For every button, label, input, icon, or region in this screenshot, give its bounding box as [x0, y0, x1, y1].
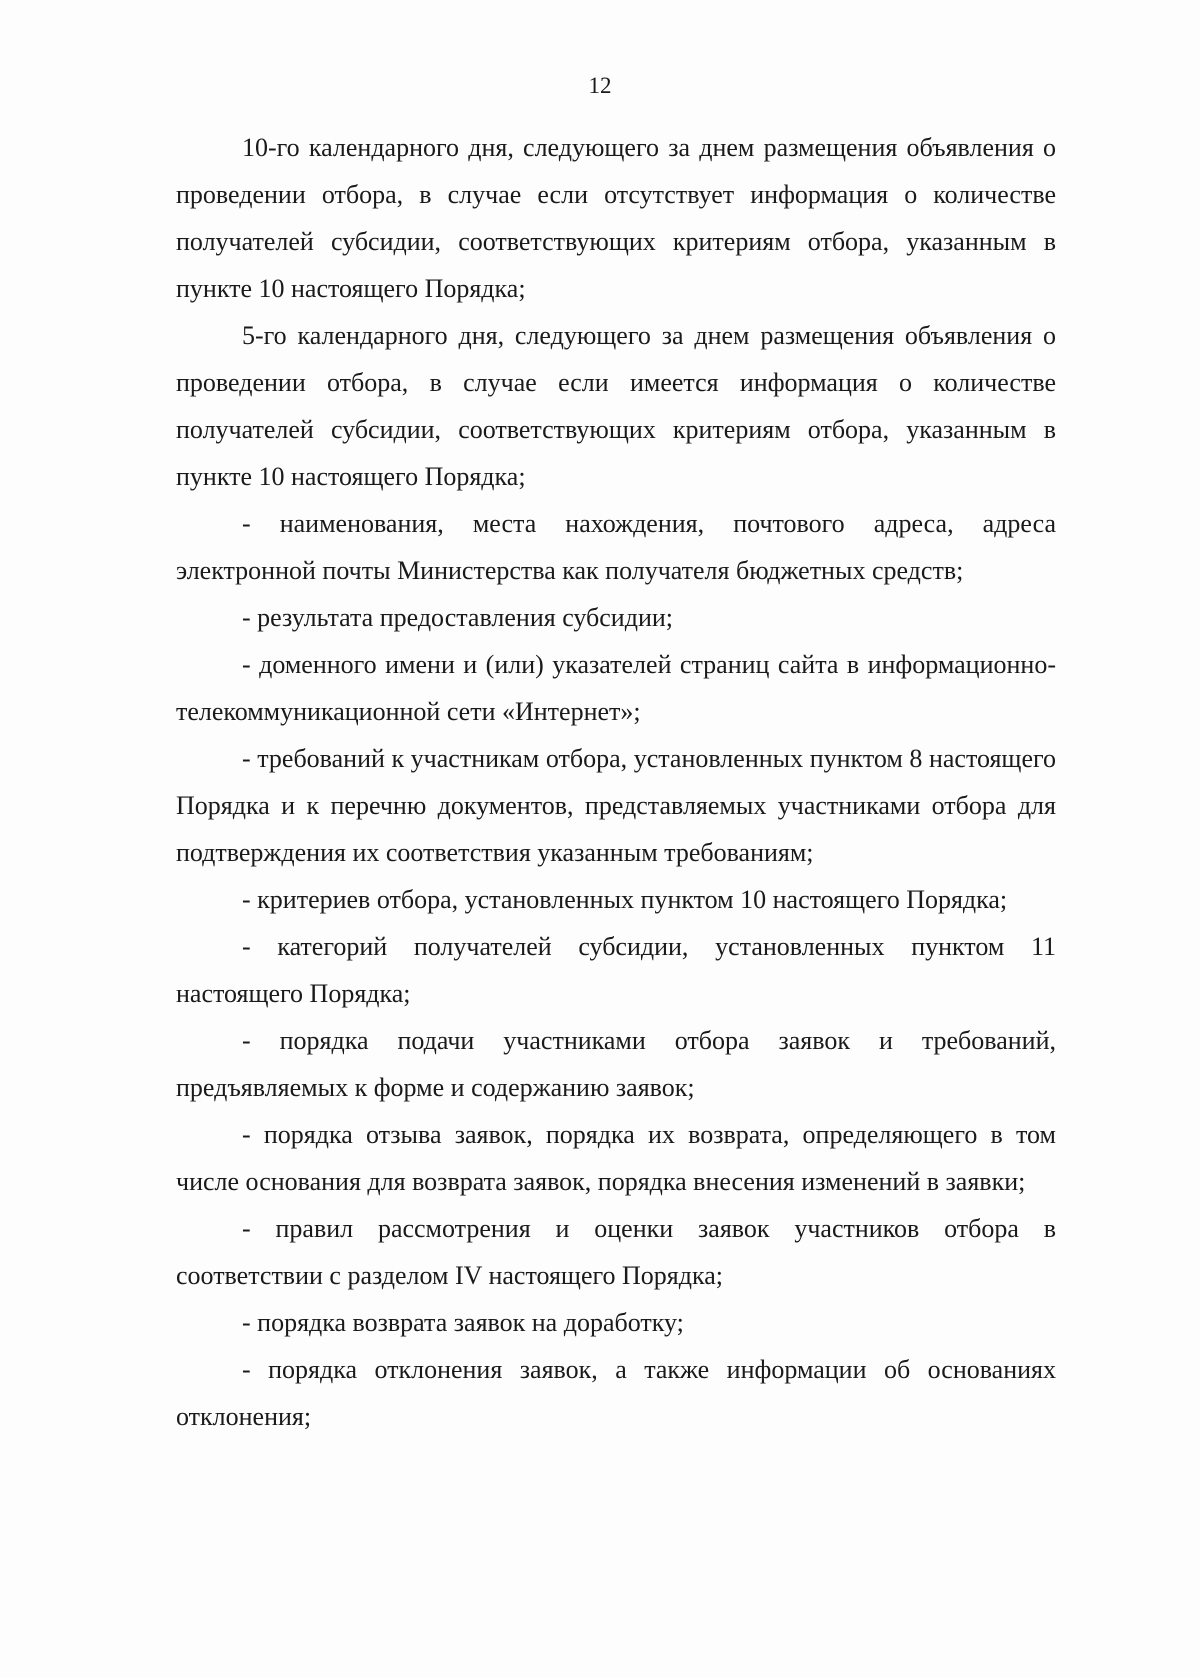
list-item-application-withdrawal: - порядка отзыва заявок, порядка их возврата, определяющего в том числе основания для возврата заявок, порядка внесения изменений в заявки;	[176, 1120, 1056, 1196]
paragraph-deadline-10-day: 10-го календарного дня, следующего за днем размещения объявления о проведении отбора, в случае если отсутствует информация о количестве получателей субсидии, соответствующих критериям отбора, указанным в пункте 10 настоящего Порядка;	[176, 133, 1056, 303]
list-item-subsidy-result: - результата предоставления субсидии;	[242, 603, 674, 632]
list-item-participant-requirements: - требований к участникам отбора, установленных пунктом 8 настоящего Порядка и к перечню документов, представляемых участниками отбора для подтверждения их соответствия указанным требованиям;	[176, 744, 1056, 867]
list-item-domain-name: - доменного имени и (или) указателей страниц сайта в информационно-телекоммуникационной сети «Интернет»;	[176, 650, 1056, 726]
list-item-selection-criteria: - критериев отбора, установленных пунктом 10 настоящего Порядка;	[242, 885, 1008, 914]
paragraph-deadline-5-day: 5-го календарного дня, следующего за днем размещения объявления о проведении отбора, в случае если имеется информация о количестве получателей субсидии, соответствующих критериям отбора, указанным в пункте 10 настоящего Порядка;	[176, 321, 1056, 491]
page-number: 12	[588, 73, 612, 98]
document-body	[176, 124, 1056, 1440]
list-item-ministry-contacts: - наименования, места нахождения, почтового адреса, адреса электронной почты Министерства как получателя бюджетных средств;	[176, 509, 1056, 585]
list-item-review-rules: - правил рассмотрения и оценки заявок участников отбора в соответствии с разделом IV настоящего Порядка;	[176, 1214, 1056, 1290]
list-item-return-for-revision: - порядка возврата заявок на доработку;	[242, 1308, 684, 1337]
list-item-application-submission: - порядка подачи участниками отбора заявок и требований, предъявляемых к форме и содержанию заявок;	[176, 1026, 1056, 1102]
list-item-rejection-grounds: - порядка отклонения заявок, а также информации об основаниях отклонения;	[176, 1355, 1056, 1431]
list-item-recipient-categories: - категорий получателей субсидии, установленных пунктом 11 настоящего Порядка;	[176, 932, 1056, 1008]
